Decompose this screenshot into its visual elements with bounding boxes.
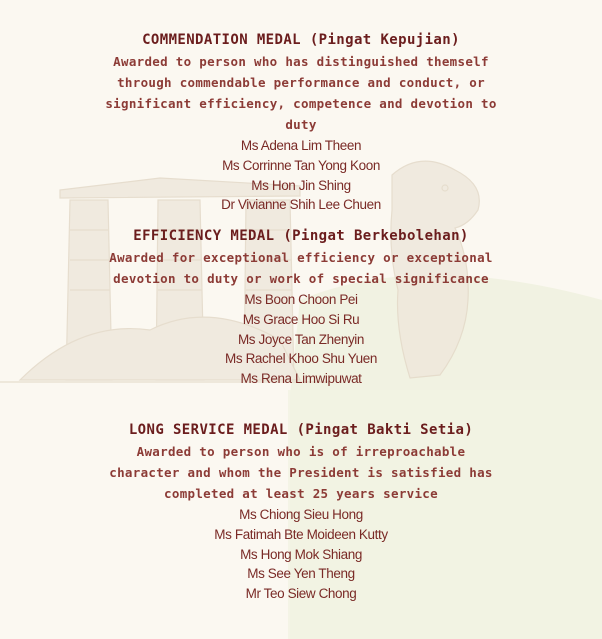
recipient-name: Ms Adena Lim Theen xyxy=(240,138,362,153)
recipient-list xyxy=(0,290,602,389)
section-title: EFFICIENCY MEDAL (Pingat Berkebolehan) xyxy=(133,228,469,244)
recipient-name: Ms Fatimah Bte Moideen Kutty xyxy=(214,526,388,542)
section-description: Awarded to person who has distinguished themself through commendable performance and conduct, or significant efficiency, competence and devotion to duty xyxy=(105,54,497,132)
recipient-name: Mr Teo Siew Chong xyxy=(245,586,357,602)
section-title: COMMENDATION MEDAL (Pingat Kepujian) xyxy=(142,32,460,48)
section-description: Awarded to person who is of irreproachable character and whom the President is satisfied has completed at least 25 years service xyxy=(109,444,493,501)
recipient-name: Ms Boon Choon Pei xyxy=(244,292,358,307)
recipient-name: Ms Grace Hoo Si Ru xyxy=(242,311,360,327)
recipient-name: Ms Corrinne Tan Yong Koon xyxy=(222,157,380,173)
recipient-name: Ms Chiong Sieu Hong xyxy=(239,507,363,522)
recipient-list xyxy=(0,505,602,604)
efficiency-medal-section xyxy=(0,226,602,389)
commendation-medal-section xyxy=(0,30,602,215)
recipient-name: Ms See Yen Theng xyxy=(247,566,355,582)
recipient-name: Dr Vivianne Shih Lee Chuen xyxy=(221,197,381,213)
recipient-name: Ms Hong Mok Shiang xyxy=(240,546,362,562)
recipient-list xyxy=(0,136,602,215)
recipient-name: Ms Hon Jin Shing xyxy=(251,177,351,193)
recipient-name: Ms Rena Limwipuwat xyxy=(240,371,362,387)
recipient-name: Ms Rachel Khoo Shu Yuen xyxy=(225,351,377,367)
recipient-name: Ms Joyce Tan Zhenyin xyxy=(237,331,365,347)
section-title: LONG SERVICE MEDAL (Pingat Bakti Setia) xyxy=(128,422,474,438)
long-service-medal-section xyxy=(0,420,602,604)
section-description: Awarded for exceptional efficiency or exceptional devotion to duty or work of special significance xyxy=(109,250,493,286)
